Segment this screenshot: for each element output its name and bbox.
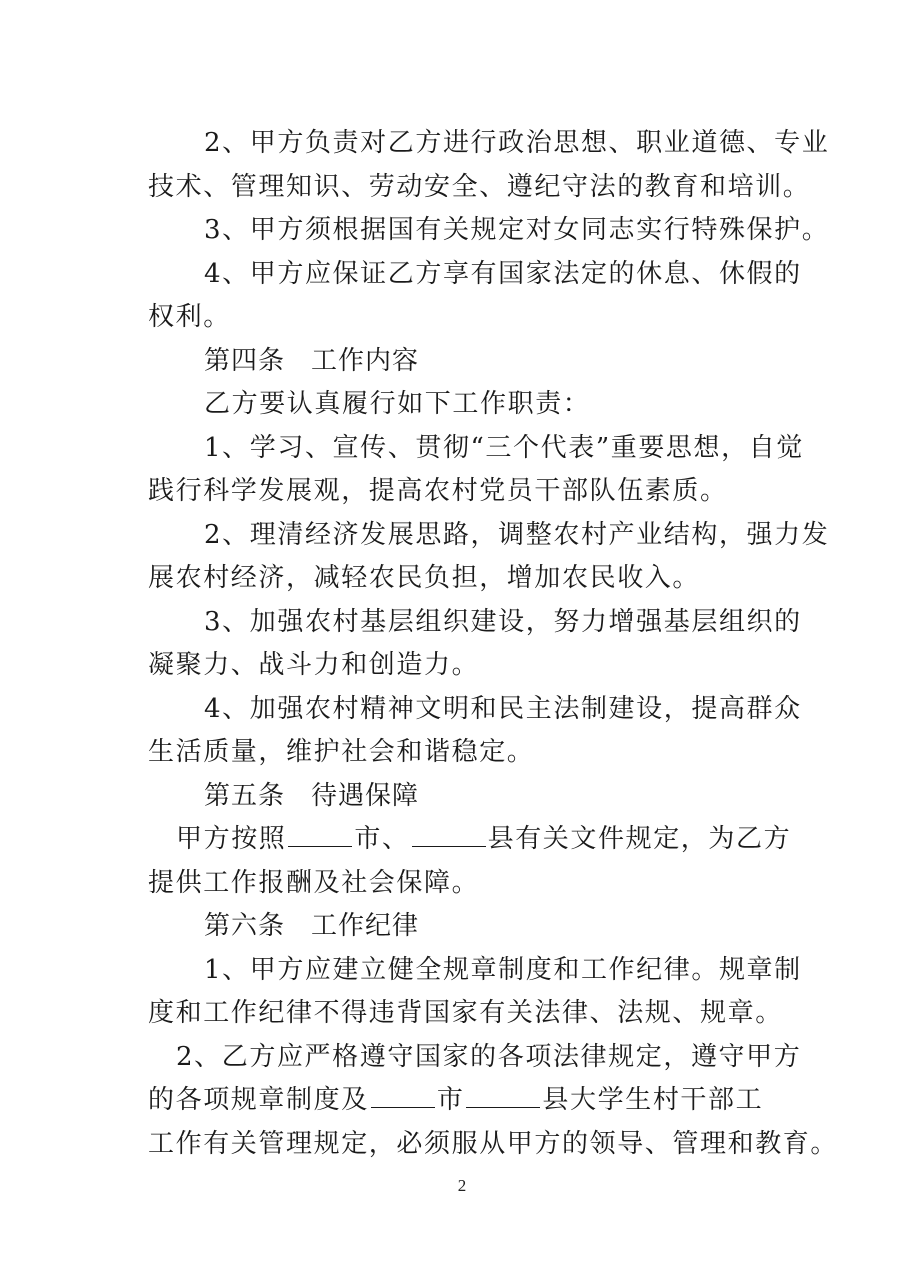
fill-line-regulations xyxy=(148,1079,788,1123)
text-line: 3、加强农村基层组织建设，努力增强基层组织的 xyxy=(204,606,802,637)
article-number: 第五条 xyxy=(204,780,286,811)
text-segment: 市、 xyxy=(354,824,410,854)
article-heading-4 xyxy=(148,340,788,384)
text-line: 1、甲方应建立健全规章制度和工作纪律。规章制 xyxy=(204,954,802,985)
text-line: 展农村经济，减轻农民负担，增加农民收入。 xyxy=(148,563,701,593)
text-line: 技术、管理知识、劳动安全、遵纪守法的教育和培训。 xyxy=(148,171,811,202)
blank-city xyxy=(371,1079,435,1108)
text-line: 2、乙方应严格遵守国家的各项法律规定，遵守甲方 xyxy=(176,1041,802,1072)
article-number: 第六条 xyxy=(204,911,286,941)
article-title: 工作内容 xyxy=(311,345,420,376)
page-number: 2 xyxy=(457,1176,467,1195)
article-heading-5 xyxy=(148,775,788,819)
text-segment: 县有关文件规定，为乙方 xyxy=(487,824,792,854)
text-line: 提供工作报酬及社会保障。 xyxy=(148,867,480,898)
blank-county xyxy=(412,818,486,847)
document-body xyxy=(148,122,839,1166)
blank-county xyxy=(466,1079,540,1108)
text-line: 3、甲方须根据国有关规定对女同志实行特殊保护。 xyxy=(204,215,830,245)
text-segment: 县大学生村干部工 xyxy=(542,1085,764,1115)
fill-line-compensation xyxy=(148,818,792,862)
text-line: 权利。 xyxy=(148,302,231,332)
text-segment: 的各项规章制度及 xyxy=(148,1085,369,1115)
text-line: 工作有关管理规定，必须服从甲方的领导、管理和教育。 xyxy=(148,1128,839,1159)
text-line: 4、加强农村精神文明和民主法制建设，提高群众 xyxy=(204,693,802,724)
text-line: 度和工作纪律不得违背国家有关法律、法规、规章。 xyxy=(148,998,783,1028)
article-heading-6 xyxy=(148,905,788,949)
text-line: 2、理清经济发展思路，调整农村产业结构，强力发 xyxy=(204,519,830,550)
article-title: 工作纪律 xyxy=(311,911,420,941)
text-line: 凝聚力、战斗力和创造力。 xyxy=(148,650,480,680)
text-line: 1、学习、宣传、贯彻“三个代表”重要思想，自觉 xyxy=(204,432,804,463)
text-line: 4、甲方应保证乙方享有国家法定的休息、休假的 xyxy=(204,258,802,289)
text-line: 乙方要认真履行如下工作职责： xyxy=(204,389,591,419)
blank-city xyxy=(288,818,352,847)
text-line: 践行科学发展观，提高农村党员干部队伍素质。 xyxy=(148,476,728,506)
article-title: 待遇保障 xyxy=(311,780,420,811)
text-segment: 市 xyxy=(436,1085,465,1115)
text-line: 生活质量，维护社会和谐稳定。 xyxy=(148,737,535,767)
article-number: 第四条 xyxy=(204,345,286,376)
text-line: 2、甲方负责对乙方进行政治思想、职业道德、专业 xyxy=(204,128,830,158)
text-segment: 甲方按照 xyxy=(176,824,287,854)
